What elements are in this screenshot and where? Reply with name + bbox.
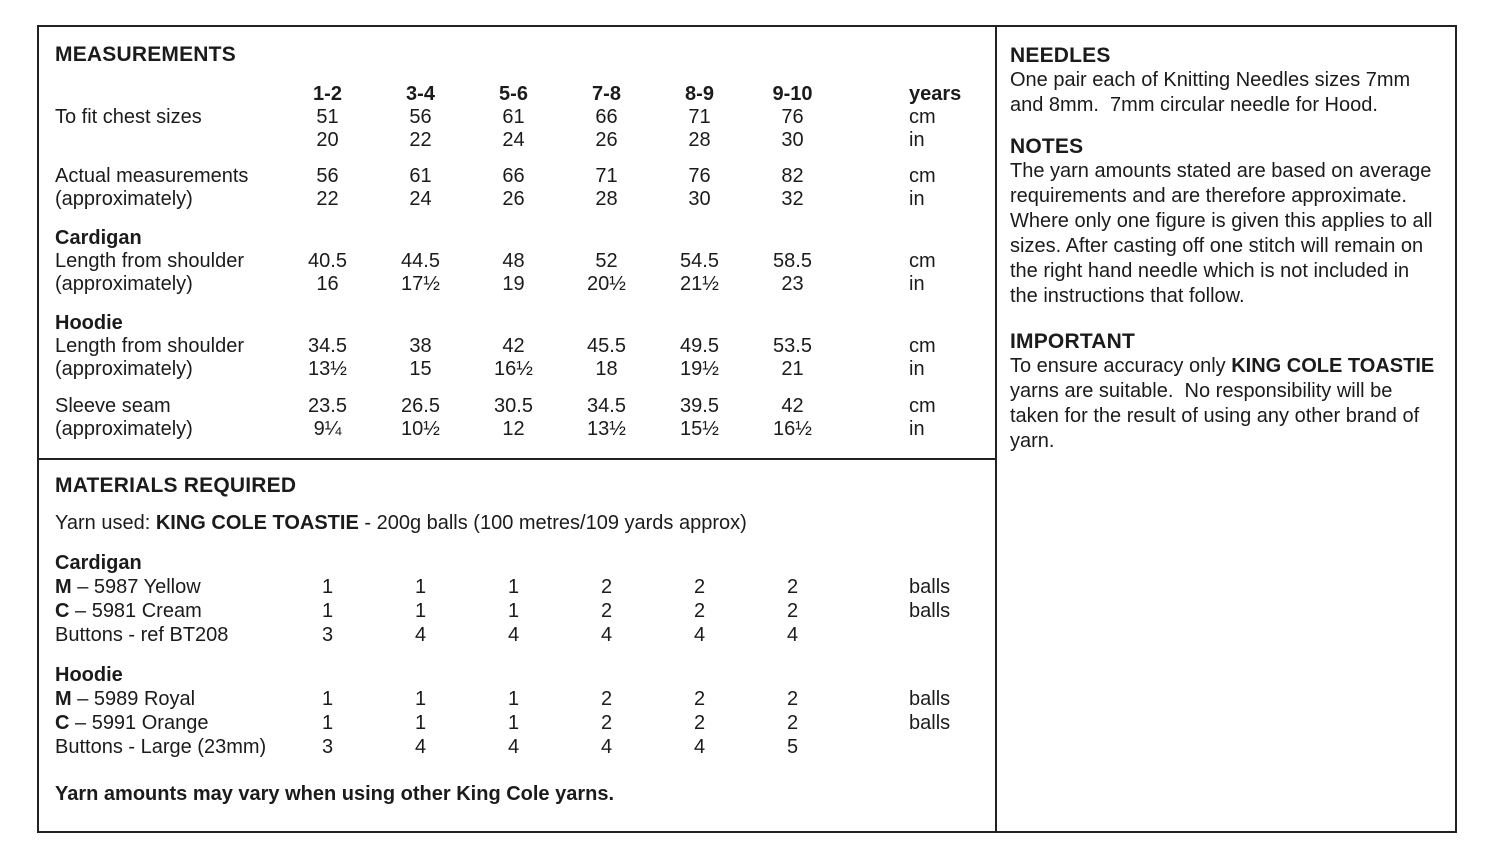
materials-row (55, 623, 981, 647)
unit-balls: balls (909, 712, 951, 734)
row-label-2: (approximately) (55, 188, 193, 210)
in-value: 18 (595, 358, 618, 380)
ball-count: 1 (414, 600, 427, 622)
in-value: 9¼ (313, 418, 342, 440)
row-label: To fit chest sizes (55, 106, 202, 128)
unit-in: in (909, 129, 925, 151)
notes-title: NOTES (1010, 135, 1084, 158)
in-value: 10½ (401, 418, 440, 440)
cm-value: 23.5 (308, 395, 347, 417)
notes-text: The yarn amounts stated are based on average requirements and are therefore approximate. Where only one figure is given this applies to all sizes. After casting off one stitch will remain on the right hand needle which is not included in the instructions that follow. (1010, 160, 1439, 307)
unit-cm: cm (909, 395, 936, 417)
button-count: 4 (414, 624, 427, 646)
cm-value: 71 (595, 165, 618, 187)
row-label-2: (approximately) (55, 418, 193, 440)
size-col-header: 5-6 (499, 83, 528, 105)
size-col-header: 7-8 (592, 83, 621, 105)
materials-section (39, 460, 995, 806)
in-value: 17½ (401, 273, 440, 295)
size-col-header: 8-9 (685, 83, 714, 105)
materials-row (55, 599, 981, 623)
material-label: M – 5987 Yellow (55, 576, 201, 598)
ball-count: 1 (507, 712, 520, 734)
unit-balls: balls (909, 576, 951, 598)
materials-row (55, 711, 981, 735)
important-title: IMPORTANT (1010, 330, 1136, 353)
in-value: 24 (409, 188, 432, 210)
ball-count: 2 (693, 576, 706, 598)
in-value: 16½ (494, 358, 533, 380)
in-value: 20½ (587, 273, 626, 295)
ball-count: 1 (507, 688, 520, 710)
in-value: 13½ (587, 418, 626, 440)
in-value: 16½ (773, 418, 812, 440)
unit-cm: cm (909, 165, 936, 187)
ball-count: 2 (693, 600, 706, 622)
cm-value: 42 (502, 335, 525, 357)
ball-count: 2 (786, 688, 799, 710)
in-value: 24 (502, 129, 525, 151)
ball-count: 1 (321, 688, 334, 710)
ball-count: 1 (321, 600, 334, 622)
years-header: years (909, 83, 962, 105)
button-count: 4 (693, 736, 706, 758)
unit-cm: cm (909, 250, 936, 272)
ball-count: 2 (600, 600, 613, 622)
materials-row (55, 687, 981, 711)
material-label: M – 5989 Royal (55, 688, 196, 710)
in-value: 30 (781, 129, 804, 151)
cm-value: 48 (502, 250, 525, 272)
ball-count: 2 (600, 576, 613, 598)
cm-value: 40.5 (308, 250, 347, 272)
size-col-header: 1-2 (313, 83, 342, 105)
ball-count: 1 (507, 600, 520, 622)
button-count: 3 (321, 624, 334, 646)
row-label: Actual measurements (55, 165, 249, 187)
unit-in: in (909, 418, 925, 440)
ball-count: 1 (321, 712, 334, 734)
row-label: Length from shoulder (55, 335, 245, 357)
in-value: 22 (316, 188, 339, 210)
button-count: 4 (693, 624, 706, 646)
cm-value: 54.5 (680, 250, 719, 272)
in-value: 21 (781, 358, 804, 380)
unit-in: in (909, 273, 925, 295)
yarn-name: KING COLE TOASTIE (1231, 355, 1435, 377)
cm-value: 58.5 (773, 250, 812, 272)
group-label-hoodie-materials: Hoodie (55, 664, 123, 686)
cm-value: 39.5 (680, 395, 719, 417)
ball-count: 2 (693, 688, 706, 710)
ball-count: 2 (786, 576, 799, 598)
cm-value: 44.5 (401, 250, 440, 272)
measurement-row-chest (55, 106, 981, 152)
yarn-used-line: Yarn used: KING COLE TOASTIE - 200g balls (100 metres/109 yards approx) (55, 512, 747, 534)
cm-value: 76 (781, 106, 804, 128)
measurements-section (39, 27, 995, 460)
yarn-name: KING COLE TOASTIE (155, 512, 359, 534)
ball-count: 1 (321, 576, 334, 598)
ball-count: 2 (693, 712, 706, 734)
cm-value: 71 (688, 106, 711, 128)
group-label-cardigan: Cardigan (55, 227, 142, 249)
in-value: 26 (595, 129, 618, 151)
unit-balls (839, 623, 981, 647)
needles-text: One pair each of Knitting Needles sizes 7mm and 8mm. 7mm circular needle for Hood. (1010, 69, 1416, 116)
in-value: 19½ (680, 358, 719, 380)
in-value: 15 (409, 358, 432, 380)
row-label: Sleeve seam (55, 395, 171, 417)
button-count: 4 (786, 624, 799, 646)
cm-value: 56 (409, 106, 432, 128)
ball-count: 1 (507, 576, 520, 598)
unit-in: in (909, 358, 925, 380)
button-count: 4 (507, 736, 520, 758)
in-value: 22 (409, 129, 432, 151)
unit-balls (839, 735, 981, 759)
yarn-variance-note: Yarn amounts may vary when using other King Cole yarns. (55, 783, 615, 805)
ball-count: 2 (600, 688, 613, 710)
measurements-title: MEASUREMENTS (55, 43, 236, 66)
cm-value: 61 (502, 106, 525, 128)
cm-value: 51 (316, 106, 339, 128)
in-value: 32 (781, 188, 804, 210)
in-value: 26 (502, 188, 525, 210)
button-count: 4 (600, 736, 613, 758)
button-count: 3 (321, 736, 334, 758)
ball-count: 2 (786, 600, 799, 622)
ball-count: 2 (786, 712, 799, 734)
measurement-row-actual (55, 165, 981, 211)
in-value: 16 (316, 273, 339, 295)
material-label: C – 5991 Orange (55, 712, 209, 734)
header-spacer (55, 83, 281, 106)
cm-value: 82 (781, 165, 804, 187)
button-count: 4 (507, 624, 520, 646)
in-value: 21½ (680, 273, 719, 295)
cm-value: 56 (316, 165, 339, 187)
cm-value: 34.5 (308, 335, 347, 357)
cm-value: 66 (502, 165, 525, 187)
row-label: Length from shoulder (55, 250, 245, 272)
materials-title: MATERIALS REQUIRED (55, 474, 297, 497)
cm-value: 45.5 (587, 335, 626, 357)
important-text: To ensure accuracy only KING COLE TOASTIE yarns are suitable. No responsibility will be taken for the result of using any other brand of yarn. (1010, 355, 1440, 452)
in-value: 28 (688, 129, 711, 151)
row-label-2: (approximately) (55, 273, 193, 295)
measurement-row-sleeve (55, 395, 981, 441)
notes-panel (997, 25, 1457, 833)
in-value: 13½ (308, 358, 347, 380)
in-value: 12 (502, 418, 525, 440)
unit-in: in (909, 188, 925, 210)
materials-row (55, 735, 981, 759)
cm-value: 26.5 (401, 395, 440, 417)
materials-row (55, 575, 981, 599)
cm-value: 53.5 (773, 335, 812, 357)
cm-value: 49.5 (680, 335, 719, 357)
measurement-row-hoodie-length (55, 335, 981, 381)
unit-balls: balls (909, 688, 951, 710)
in-value: 23 (781, 273, 804, 295)
cm-value: 42 (781, 395, 804, 417)
in-value: 30 (688, 188, 711, 210)
button-count: 4 (600, 624, 613, 646)
size-col-header: 3-4 (406, 83, 435, 105)
ball-count: 1 (414, 688, 427, 710)
ball-count: 2 (600, 712, 613, 734)
material-label: Buttons - ref BT208 (55, 624, 229, 646)
cm-value: 30.5 (494, 395, 533, 417)
in-value: 20 (316, 129, 339, 151)
material-label: Buttons - Large (23mm) (55, 736, 267, 758)
group-label-hoodie: Hoodie (55, 312, 123, 334)
cm-value: 34.5 (587, 395, 626, 417)
in-value: 19 (502, 273, 525, 295)
in-value: 28 (595, 188, 618, 210)
row-label-2: (approximately) (55, 358, 193, 380)
ball-count: 1 (414, 712, 427, 734)
cm-value: 52 (595, 250, 618, 272)
measurements-materials-panel (37, 25, 997, 833)
in-value: 15½ (680, 418, 719, 440)
size-col-header: 9-10 (772, 83, 813, 105)
needles-title: NEEDLES (1010, 44, 1111, 67)
button-count: 4 (414, 736, 427, 758)
button-count: 5 (786, 736, 799, 758)
ball-count: 1 (414, 576, 427, 598)
cm-value: 61 (409, 165, 432, 187)
cm-value: 38 (409, 335, 432, 357)
cm-value: 66 (595, 106, 618, 128)
group-label-cardigan-materials: Cardigan (55, 552, 142, 574)
cm-value: 76 (688, 165, 711, 187)
unit-cm: cm (909, 106, 936, 128)
measurement-row-cardigan-length (55, 250, 981, 296)
unit-cm: cm (909, 335, 936, 357)
size-header-row (55, 83, 981, 106)
material-label: C – 5981 Cream (55, 600, 202, 622)
unit-balls: balls (909, 600, 951, 622)
